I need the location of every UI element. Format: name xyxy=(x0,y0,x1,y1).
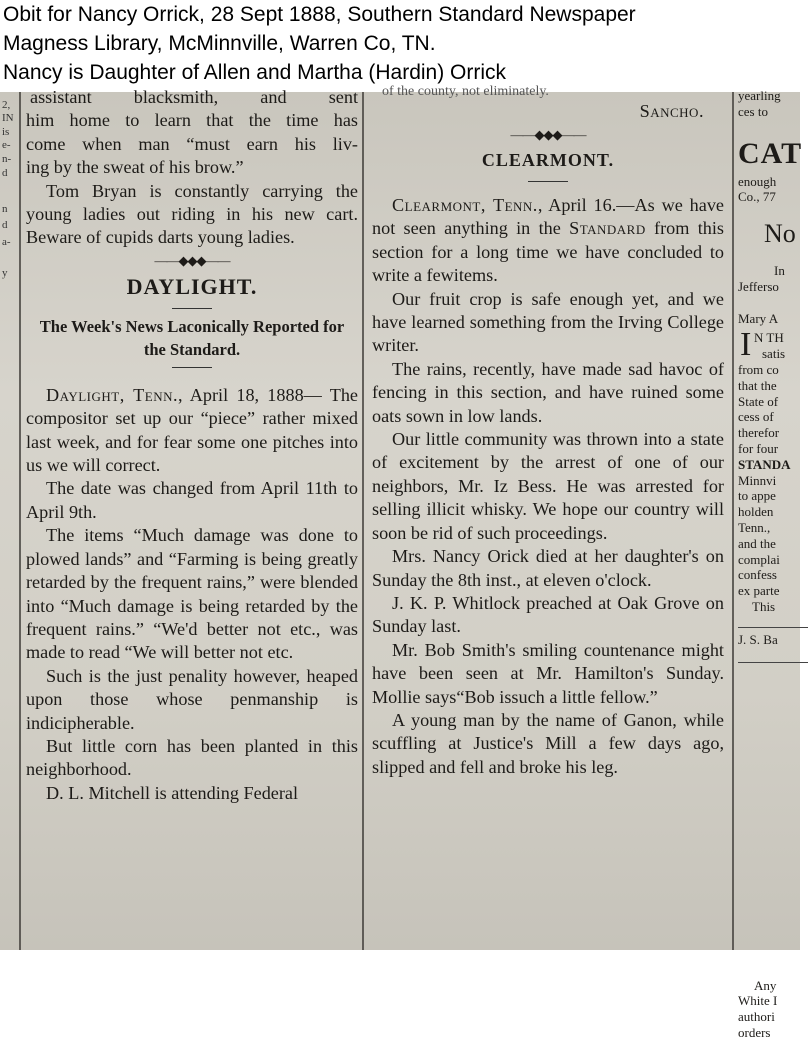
text-line: come when man “must earn his liv- xyxy=(26,133,358,154)
text-line: therefor xyxy=(738,425,780,441)
margin-fragment: n xyxy=(2,203,8,215)
text-line: ces to xyxy=(738,103,768,119)
text-line: complai xyxy=(738,551,780,567)
column-rule xyxy=(732,92,734,950)
paragraph: Mr. Bob Smith's smiling countenance might have been seen at Mr. Hamilton's Sunday. Mollie says“Bob issuch a little fellow.” xyxy=(372,639,724,707)
text-line: In xyxy=(774,263,785,279)
text-line: STANDA xyxy=(738,456,791,472)
margin-fragment: y xyxy=(2,267,8,279)
text-line: ex parte xyxy=(738,583,780,599)
text-line: to appe xyxy=(738,488,776,504)
paragraph: Clearmont, Tenn., April 16.—As we have not seen anything in the Standard from this section for a long time we have concluded to write a fewitems. xyxy=(372,195,724,286)
text-line: assistant blacksmith, and sent xyxy=(30,87,358,107)
section-heading: DAYLIGHT. xyxy=(126,273,258,299)
dateline: Daylight, Tenn. xyxy=(46,384,179,405)
column-right-fragment xyxy=(738,88,808,1041)
text-line: him home to learn that the time has xyxy=(26,110,358,131)
paragraph: Our little community was thrown into a state of excitement by the arrest of one of our neighbors, Mr. Iz Bess. He was arrested for selling illicit whisky. We hope our country will soon be rid of such proceedings. xyxy=(372,429,724,543)
signature: Sancho. xyxy=(639,101,704,121)
short-rule xyxy=(172,367,212,368)
dateline: Clearmont, Tenn. xyxy=(392,195,538,215)
margin-fragment: n- xyxy=(2,153,12,165)
text-line: Jefferso xyxy=(738,278,779,294)
text-line: of the county, not eliminately. xyxy=(382,84,549,99)
obituary-paragraph: Mrs. Nancy Orick died at her daughter's on Sunday the 8th inst., at eleven o'clock. xyxy=(372,546,724,590)
caption-line-1: Obit for Nancy Orrick, 28 Sept 1888, Southern Standard Newspaper xyxy=(3,3,636,26)
text-line: Minnvi xyxy=(738,472,777,488)
text-line: Any xyxy=(754,977,777,993)
text-line: from co xyxy=(738,361,779,377)
text-line: enough xyxy=(738,173,777,189)
margin-fragment: a- xyxy=(2,236,11,248)
section-heading: CAT xyxy=(738,136,803,170)
column-clearmont xyxy=(372,84,724,779)
margin-fragment: d xyxy=(2,219,8,231)
paragraph: The rains, recently, have made sad havoc of fencing in this section, and have ruined some oats sown in low lands. xyxy=(372,358,724,426)
text-line: White I xyxy=(738,993,778,1009)
paragraph: Tom Bryan is constantly carrying the young ladies out riding in his new cart. Beware of cupids darts young ladies. xyxy=(26,180,358,248)
blank-space xyxy=(738,663,808,978)
caption-block xyxy=(0,0,800,92)
text-line: confess xyxy=(738,567,777,583)
column-rule xyxy=(362,92,364,950)
text-line: for four xyxy=(738,440,779,456)
caption-line-2: Magness Library, McMinnville, Warren Co, TN. xyxy=(3,32,436,55)
column-daylight xyxy=(26,86,358,805)
text-line: orders xyxy=(738,1024,771,1040)
text-line: yearling xyxy=(738,88,781,103)
text-line: satis xyxy=(762,346,786,362)
short-rule xyxy=(172,308,212,309)
column-rule xyxy=(19,92,21,950)
newspaper-name: Standard xyxy=(569,218,646,239)
margin-fragment: IN xyxy=(2,112,14,124)
text-line: and the xyxy=(738,535,776,551)
notice-block xyxy=(738,326,808,614)
text-line: State of xyxy=(738,393,779,409)
text-line: J. S. Ba xyxy=(738,631,778,647)
short-rule xyxy=(738,627,808,628)
paragraph: The items “Much damage was done to plowed lands” and “Farming is being greatly retarded by the frequent rains,” were blended into “Much damage is being retarded by the frequent rains.” “We'd better not etc., was made to read “We will better not etc. xyxy=(26,525,358,663)
text-line: Mary A xyxy=(738,310,779,326)
margin-fragment: is xyxy=(2,126,10,138)
margin-fragment: e- xyxy=(2,139,11,151)
text-line: This xyxy=(752,598,776,614)
text-line: that the xyxy=(738,377,777,393)
text-line: authori xyxy=(738,1009,775,1025)
margin-fragment: d xyxy=(2,167,8,179)
paragraph: Our fruit crop is safe enough yet, and we have learned something from the Irving College writer. xyxy=(372,288,724,356)
paragraph: D. L. Mitchell is attending Federal xyxy=(46,782,299,803)
paragraph: But little corn has been planted in this neighborhood. xyxy=(26,735,358,780)
paragraph: The date was changed from April 11th to April 9th. xyxy=(26,478,358,522)
section-heading: CLEARMONT. xyxy=(481,150,615,170)
fleuron-divider: ——◆◆◆—— xyxy=(510,127,586,142)
text-line: N TH xyxy=(754,330,784,346)
text-line: cess of xyxy=(738,409,774,425)
short-rule xyxy=(528,181,568,182)
paragraph: Daylight, Tenn., April 18, 1888— The compositor set up our “piece” rather mixed last week, and for fear some one pitches into us we will correct. xyxy=(26,384,358,476)
caption-line-3: Nancy is Daughter of Allen and Martha (Hardin) Orrick xyxy=(3,61,507,84)
section-heading: No xyxy=(764,219,796,249)
paragraph: A young man by the name of Ganon, while scuffling at Justice's Mill a few days ago, slipped and fell and broke his leg. xyxy=(372,709,724,777)
fleuron-divider: ——◆◆◆—— xyxy=(154,252,230,268)
drop-cap: I xyxy=(740,326,752,364)
margin-fragment: 2, xyxy=(2,99,11,111)
text-line: Co., 77 xyxy=(738,189,776,205)
subheading: The Week's News Laconically Reported for the Standard. xyxy=(39,316,345,359)
paragraph: Such is the just penality however, heaped upon those whose penmanship is indicipherable. xyxy=(26,665,358,733)
text-line: ing by the sweat of his brow.” xyxy=(26,157,244,178)
paragraph: J. K. P. Whitlock preached at Oak Grove on Sunday last. xyxy=(372,592,724,637)
text-line: holden xyxy=(738,504,774,520)
text-line xyxy=(738,295,808,311)
newspaper-clipping xyxy=(0,84,803,1040)
text-line: Tenn., xyxy=(738,519,771,535)
